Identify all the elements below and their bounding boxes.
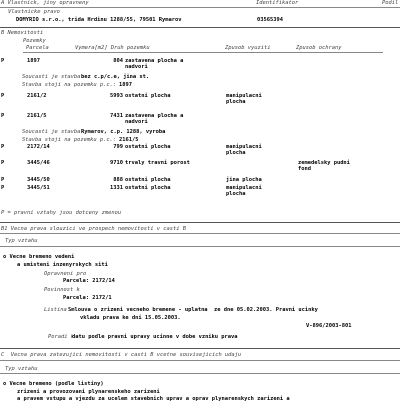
row-druh: trvaly travni porost xyxy=(125,160,190,166)
row-vymera: 9710 xyxy=(110,160,123,166)
divider xyxy=(0,373,400,374)
ownership-type: Vlastnicke pravo xyxy=(8,9,60,15)
row-vymera: 7431 xyxy=(110,113,123,119)
divider xyxy=(0,360,400,361)
listina-text: Smlouva o zrizeni vecneho bremene - uplatna ze dne 05.02.2003. Pravni ucinky xyxy=(68,307,318,313)
owner-name: DOMYRIO s.r.o., trida Hrdinu 1288/55, 79501 Rymarov xyxy=(16,17,182,23)
row-flag: P xyxy=(1,93,5,99)
column-group-pozemky: Pozemky xyxy=(23,38,46,44)
row-parcela: 3445/46 xyxy=(27,160,50,166)
relation-type-header: Typ vztahu xyxy=(5,238,38,244)
column-zpusob-ochrany: Zpusob ochrany xyxy=(296,45,342,51)
section-b1-title: B1 Vecna prava slouzici ve prospech nemovitosti v casti B xyxy=(1,226,186,232)
row-flag: P xyxy=(1,177,5,183)
easement-item-cont: a umisteni inzenyrskych siti xyxy=(17,262,108,268)
opravneni-value: Parcela: 2172/14 xyxy=(63,278,115,284)
row-druh: ostatni plocha xyxy=(125,185,171,191)
easement-item-cont: a pravem vstupu a vjezdu za ucelem stavebnich uprav a oprav plynarenskych zarizeni a xyxy=(17,396,290,402)
row-flag: P xyxy=(1,185,5,191)
column-vymera-druh: Vymera[m2] Druh pozemku xyxy=(75,45,150,51)
row-parcela: 2161/2 xyxy=(27,93,47,99)
row-parcela: 1897 xyxy=(27,58,40,64)
column-divider xyxy=(23,52,383,53)
section-divider xyxy=(0,348,400,349)
row-druh: ostatni plocha xyxy=(125,177,171,183)
soucast-value: bez c.p/c.e, jina st. xyxy=(81,74,150,80)
stavba-value: 2161/5 xyxy=(119,137,139,143)
row-parcela: 3445/51 xyxy=(27,185,50,191)
section-c-title: C Vecna prava zatezujici nemovitosti v casti B vcetne souvisejicich udaju xyxy=(1,352,242,358)
section-b-title: B Nemovitosti xyxy=(1,30,44,36)
row-druh: zastavena plocha a xyxy=(125,113,184,119)
row-vyuziti: jina plocha xyxy=(226,177,262,183)
divider xyxy=(0,7,400,8)
row-druh: ostatni plocha xyxy=(125,93,171,99)
column-parcela: Parcela xyxy=(26,45,49,51)
relation-type-header: Typ vztahu xyxy=(5,366,38,372)
row-vymera: 888 xyxy=(113,177,123,183)
row-vymera: 1331 xyxy=(110,185,123,191)
row-vyuziti: manipulacni xyxy=(226,93,262,99)
listina-text-cont: vkladu prava ke dni 15.05.2003. xyxy=(80,315,181,321)
povinnost-label: Povinnost k xyxy=(44,287,80,293)
row-flag: P xyxy=(1,58,5,64)
easement-item-cont: zrizeni a provozovani plynarenskeho zarizeni xyxy=(17,389,160,395)
row-druh: zastavena plocha a xyxy=(125,58,184,64)
row-vyuziti: manipulacni xyxy=(226,144,262,150)
listina-label: Listina xyxy=(44,307,67,313)
owner-id: 03565394 xyxy=(257,17,283,23)
poradi-value: datu podle pravni upravy ucinne v dobe vzniku prava xyxy=(72,334,238,340)
divider xyxy=(0,233,400,234)
row-vymera: 799 xyxy=(113,144,123,150)
poradi-label: Poradi k xyxy=(48,334,74,340)
row-flag: P xyxy=(1,113,5,119)
footnote: P = pravni vztahy jsou dotceny zmenou xyxy=(1,210,122,216)
soucast-label: Soucasti je stavba: xyxy=(22,129,84,135)
row-parcela: 2161/5 xyxy=(27,113,47,119)
row-parcela: 2172/14 xyxy=(27,144,50,150)
row-vyuziti-cont: plocha xyxy=(226,191,246,197)
row-vyuziti-cont: plocha xyxy=(226,150,246,156)
section-divider xyxy=(0,27,400,28)
section-a-share-header: Podil xyxy=(382,0,399,6)
stavba-label: Stavba stoji na pozemku p.c.: xyxy=(22,137,117,143)
divider xyxy=(0,246,400,247)
row-vymera: 804 xyxy=(113,58,123,64)
soucast-label: Soucasti je stavba: xyxy=(22,74,84,80)
stavba-label: Stavba stoji na pozemku p.c.: xyxy=(22,82,117,88)
row-vymera: 5993 xyxy=(110,93,123,99)
document-reference: V-896/2003-801 xyxy=(306,323,352,329)
section-a-identifier-header: Identifikator xyxy=(256,0,299,6)
row-flag: P xyxy=(1,144,5,150)
row-flag: P xyxy=(1,160,5,166)
row-vyuziti: manipulacni xyxy=(226,185,262,191)
easement-item: o Vecne bremeno (podle listiny) xyxy=(3,381,104,387)
row-druh-cont: nadvori xyxy=(125,64,148,70)
povinnost-value: Parcela: 2172/1 xyxy=(63,295,112,301)
easement-item: o Vecne bremeno vedeni xyxy=(3,254,75,260)
row-ochrana: zemedelsky pudni xyxy=(298,160,350,166)
stavba-value: 1897 xyxy=(119,82,132,88)
opravneni-label: Opravneni pro xyxy=(44,271,87,277)
row-vyuziti-cont: plocha xyxy=(226,99,246,105)
row-druh: ostatni plocha xyxy=(125,144,171,150)
column-zpusob-vyuziti: Zpusob vyuziti xyxy=(225,45,271,51)
row-parcela: 3445/50 xyxy=(27,177,50,183)
section-a-header: A Vlastnick, jiny opravneny xyxy=(1,0,89,6)
row-ochrana-cont: fond xyxy=(298,166,311,172)
row-druh-cont: nadvori xyxy=(125,119,148,125)
soucast-value: Rymarov, c.p. 1288, vyroba xyxy=(81,129,166,135)
section-divider xyxy=(0,222,400,223)
